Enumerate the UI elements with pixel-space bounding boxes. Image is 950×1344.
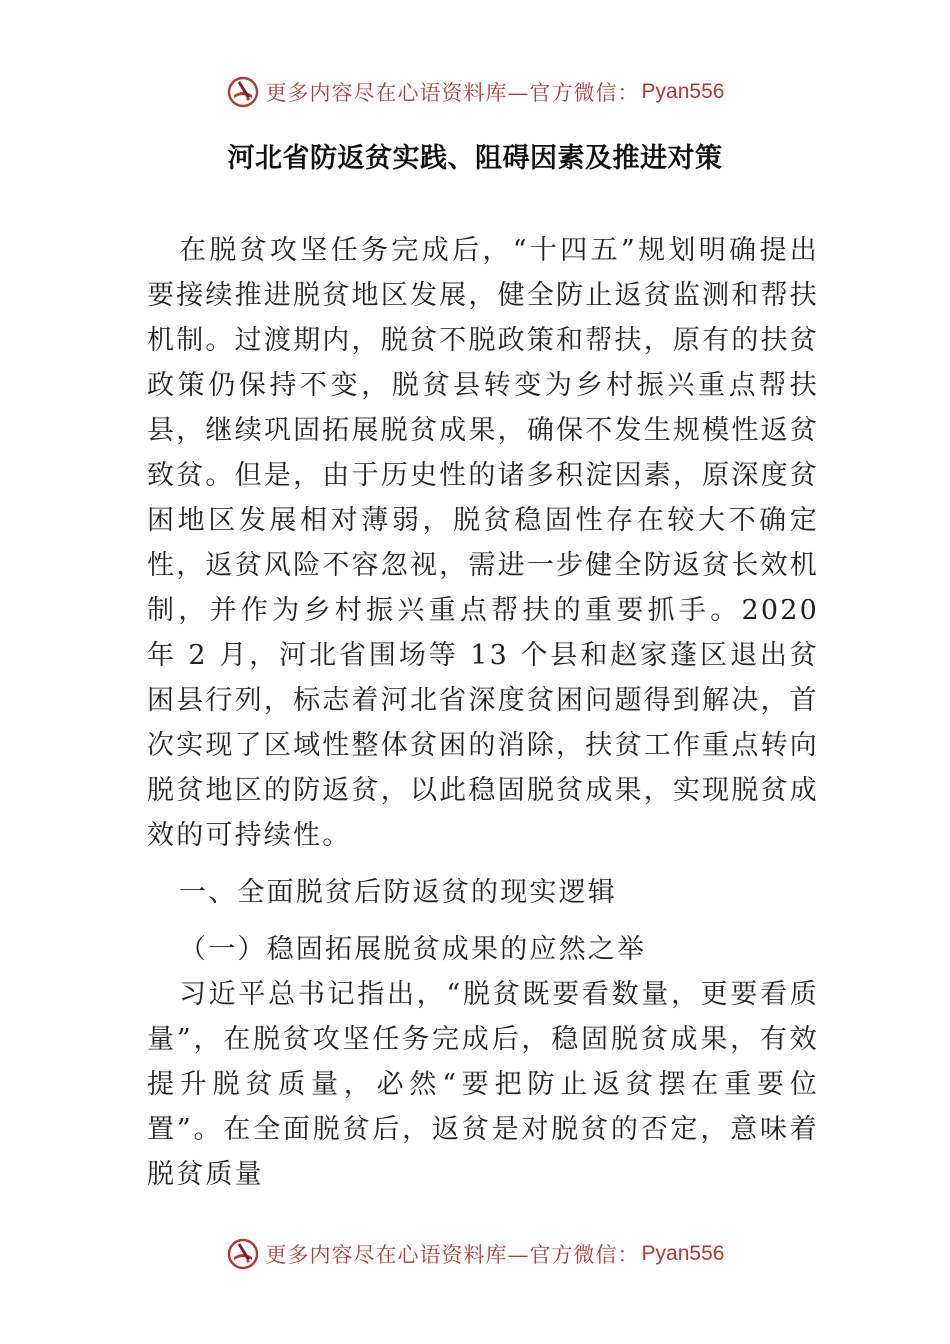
document-body — [147, 228, 819, 1197]
body-paragraph-1: 在脱贫攻坚任务完成后，“十四五”规划明确提出要接续推进脱贫地区发展，健全防止返贫监测和帮扶机制。过渡期内，脱贫不脱政策和帮扶，原有的扶贫政策仍保持不变，脱贫县转变为乡村振兴重点帮扶县，继续巩固拓展脱贫成果，确保不发生规模性返贫致贫。但是，由于历史性的诸多积淀因素，原深度贫困地区发展相对薄弱，脱贫稳固性存在较大不确定性，返贫风险不容忽视，需进一步健全防返贫长效机制，并作为乡村振兴重点帮扶的重要抓手。2020 年 2 月，河北省围场等 13 个县和赵家蓬区退出贫困县行列，标志着河北省深度贫困问题得到解决，首次实现了区域性整体贫困的消除，扶贫工作重点转向脱贫地区的防返贫，以此稳固脱贫成果，实现脱贫成效的可持续性。 — [147, 235, 819, 851]
banner-tagline: 更多内容尽在心语资料库—官方微信： — [265, 81, 640, 105]
red-book-pen-logo-icon — [226, 1237, 260, 1271]
red-book-pen-logo-icon — [226, 75, 260, 109]
document-title: 河北省防返贫实践、阻碍因素及推进对策 — [227, 143, 723, 174]
section-heading-1: 一、全面脱贫后防返贫的现实逻辑 — [179, 877, 617, 908]
banner-wechat-id: Pyan556 — [641, 80, 725, 103]
footer-banner — [0, 1232, 950, 1276]
body-paragraph-2: 习近平总书记指出，“脱贫既要看数量，更要看质量”，在脱贫攻坚任务完成后，稳固脱贫成果，有效提升脱贫质量，必然“要把防止返贫摆在重要位置”。在全面脱贫后，返贫是对脱贫的否定，意味着脱贫质量 — [147, 979, 819, 1190]
banner-tagline: 更多内容尽在心语资料库—官方微信： — [265, 1243, 640, 1267]
subsection-heading-1: （一）稳固拓展脱贫成果的应然之举 — [179, 934, 647, 965]
banner-wechat-id: Pyan556 — [641, 1242, 725, 1265]
header-banner — [0, 70, 950, 114]
